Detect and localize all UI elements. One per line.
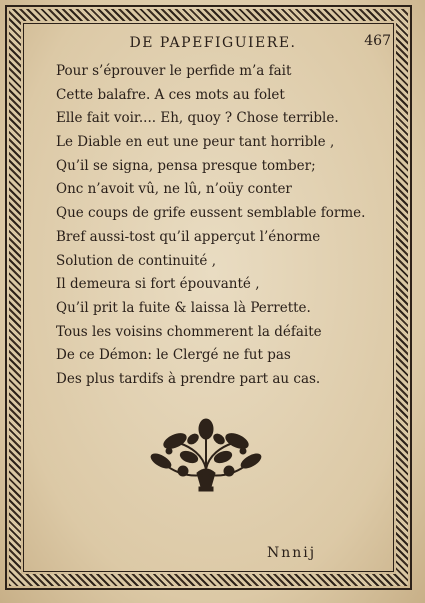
verse-line: Onc n’avoit vû, ne lû, n’oüy conter [56, 181, 292, 198]
verse-block [56, 60, 386, 392]
verse-line: Qu’il se signa, pensa presque tomber; [56, 157, 316, 174]
verse-line: Pour s’éprouver le perfide m’a fait [56, 63, 292, 79]
verse-line: Qu’il prit la fuite & laissa là Perrette. [56, 299, 311, 316]
verse-line: Des plus tardifs à prendre part au cas. [56, 370, 321, 387]
page-number: 467 [364, 33, 391, 49]
page-header [28, 33, 393, 55]
verse-line: Il demeura si fort épouvanté , [56, 276, 260, 293]
verse-line: Cette balafre. A ces mots au folet [56, 86, 285, 103]
verse-line: Que coups de grife eussent semblable forme. [56, 205, 366, 222]
verse-line: Elle fait voir.... Eh, quoy ? Chose terrible. [56, 110, 339, 127]
verse-line: Tous les voisins chommerent la défaite [56, 323, 322, 340]
verse-line: Solution de continuité , [56, 252, 216, 269]
floral-vignette-icon [145, 417, 267, 499]
verse-line: Le Diable en eut une peur tant horrible , [56, 134, 335, 151]
verse-line: Bref aussi-tost qu’il apperçut l’énorme [56, 228, 321, 245]
signature-mark: Nnnij [267, 545, 317, 561]
verse-line: De ce Démon: le Clergé ne fut pas [56, 347, 291, 364]
running-head: DE PAPEFIGUIERE. [129, 35, 297, 51]
